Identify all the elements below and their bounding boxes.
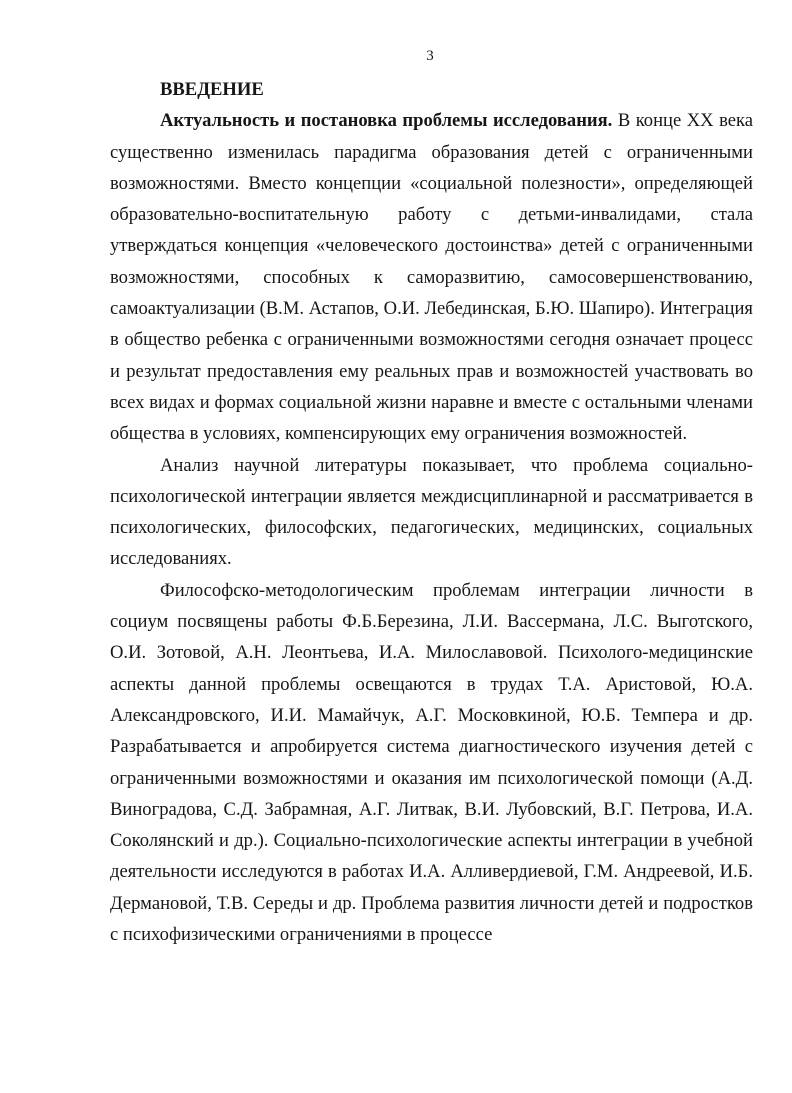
paragraph-relevance	[110, 105, 753, 449]
paragraph-lead: Актуальность и постановка проблемы исследования.	[160, 110, 613, 132]
page-number: 3	[426, 48, 434, 64]
section-heading: ВВЕДЕНИЕ	[160, 79, 264, 100]
document-body	[110, 74, 753, 950]
paragraph-analysis	[110, 450, 753, 575]
paragraph-text: Анализ научной литературы показывает, что проблема социально-психологической интеграции является междисциплинарной и рассматривается в психологических, философских, педагогических, медицинских, социальных исследованиях.	[110, 454, 753, 570]
paragraph-text: В конце XX века существенно изменилась парадигма образования детей с ограниченными возможностями. Вместо концепции «социальной полезности», определяющей образовательно-воспитательную работу с детьми-инвалидами, стала утверждаться концепция «человеческого достоинства» детей с ограниченными возможностями, способных к саморазвитию, самосовершенствованию, самоактуализации (В.М. Астапов, О.И. Лебединская, Б.Ю. Шапиро). Интеграция в общество ребенка с ограниченными возможностями сегодня означает процесс и результат предоставления ему реальных прав и возможностей участвовать во всех видах и формах социальной жизни наравне и вместе с остальными членами общества в условиях, компенсирующих ему ограничения возможностей.	[110, 110, 753, 445]
paragraph-methodology	[110, 575, 753, 951]
paragraph-text: Философско-методологическим проблемам интеграции личности в социум посвящены работы Ф.Б.Березина, Л.И. Вассермана, Л.С. Выготского, О.И. Зотовой, А.Н. Леонтьева, И.А. Милославовой. Психолого-медицинские аспекты данной проблемы освещаются в трудах Т.А. Аристовой, Ю.А. Александровского, И.И. Мамайчук, А.Г. Московкиной, Ю.Б. Темпера и др. Разрабатывается и апробируется система диагностического изучения детей с ограниченными возможностями и оказания им психологической помощи (А.Д. Виноградова, С.Д. Забрамная, А.Г. Литвак, В.И. Лубовский, В.Г. Петрова, И.А. Соколянский и др.). Социально-психологические аспекты интеграции в учебной деятельности исследуются в работах И.А. Алливердиевой, Г.М. Андреевой, И.Б. Дермановой, Т.В. Середы и др. Проблема развития личности детей и подростков с психофизическими ограничениями в процессе	[110, 579, 753, 946]
